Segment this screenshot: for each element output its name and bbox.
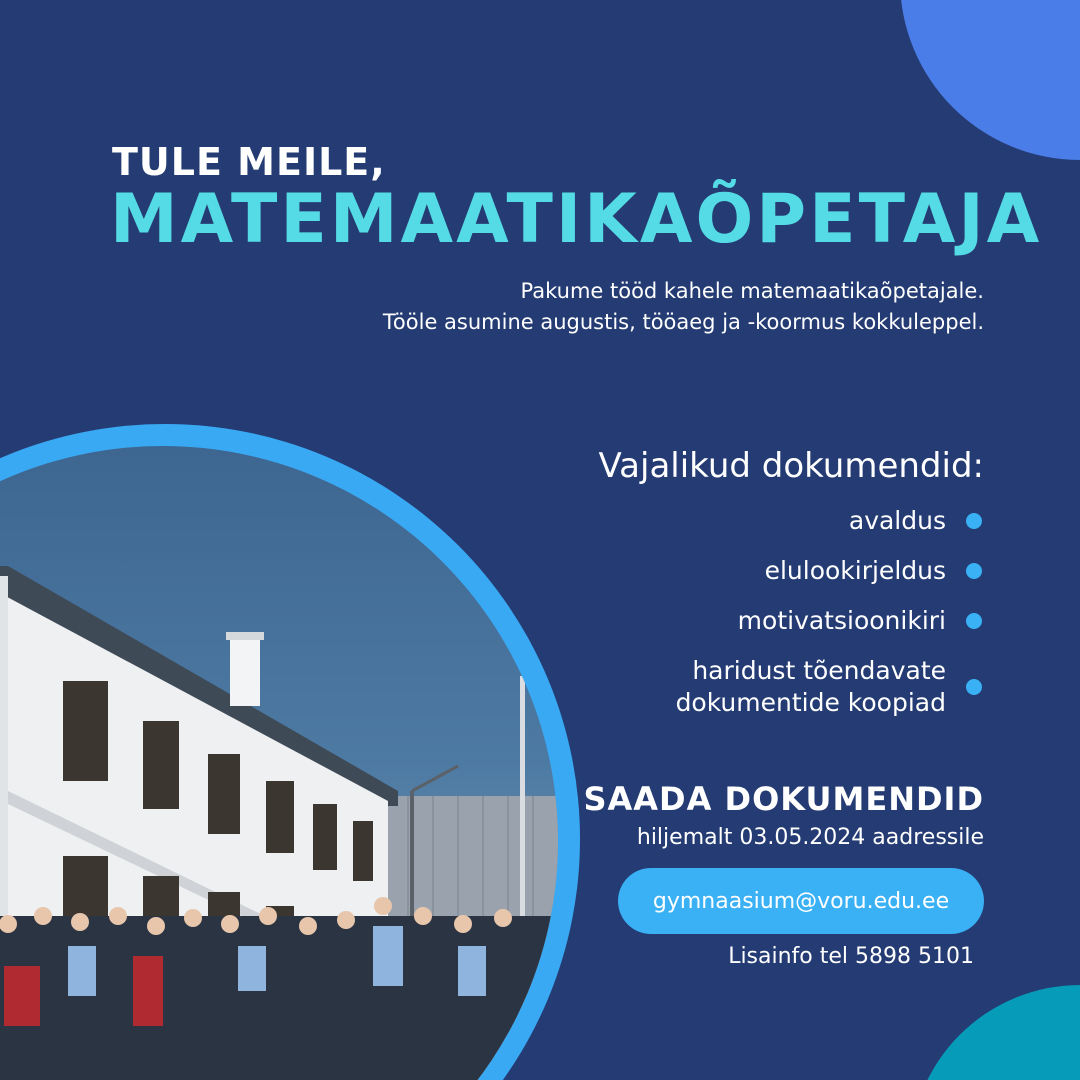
list-item	[542, 555, 982, 587]
list-item	[542, 505, 982, 537]
phone-info: Lisainfo tel 5898 5101	[728, 944, 974, 969]
document-label: motivatsioonikiri	[737, 606, 946, 635]
bullet-icon	[966, 513, 982, 529]
headline-position: MATEMAATIKAÕPETAJA	[110, 180, 1043, 259]
intro-line: Pakume tööd kahele matemaatikaõpetajale.	[520, 279, 984, 303]
school-building-illustration	[0, 446, 558, 1080]
send-documents-title: SAADA DOKUMENDID	[583, 780, 984, 818]
headline-greeting: TULE MEILE,	[112, 140, 386, 184]
deadline-text: hiljemalt 03.05.2024 aadressile	[636, 825, 984, 850]
decorative-circle-top-right	[900, 0, 1080, 160]
document-label: haridust tõendavate dokumentide koopiad	[675, 656, 946, 717]
list-item	[542, 655, 982, 719]
bullet-icon	[966, 679, 982, 695]
bullet-icon	[966, 613, 982, 629]
document-label: elulookirjeldus	[764, 556, 946, 585]
documents-list	[542, 505, 982, 737]
documents-title: Vajalikud dokumendid:	[598, 446, 984, 486]
bullet-icon	[966, 563, 982, 579]
school-photo	[0, 446, 558, 1080]
decorative-circle-bottom-right	[910, 985, 1080, 1080]
intro-line: Tööle asumine augustis, tööaeg ja -koormus kokkuleppel.	[382, 310, 984, 334]
list-item	[542, 605, 982, 637]
document-label: avaldus	[848, 506, 946, 535]
intro-text	[383, 276, 984, 338]
email-link-button[interactable]: gymnaasium@voru.edu.ee	[618, 868, 984, 934]
